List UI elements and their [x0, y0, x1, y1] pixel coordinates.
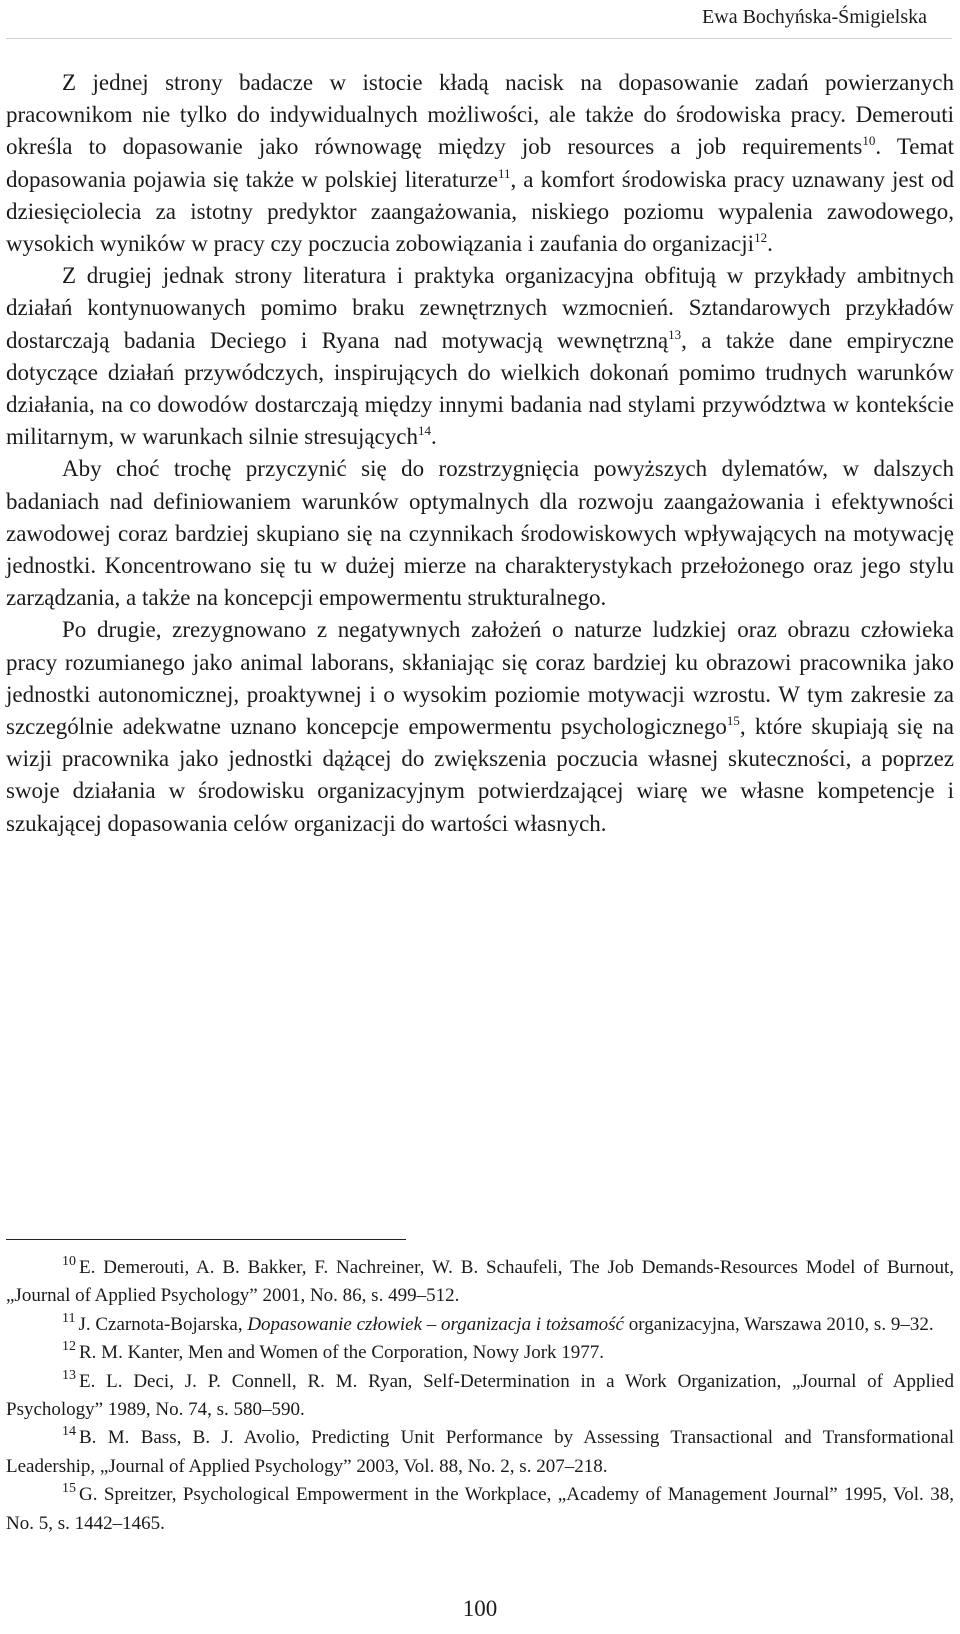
paragraph-1 [6, 67, 954, 260]
paragraph-text: . [430, 424, 437, 450]
footnote-ref[interactable]: 14 [417, 423, 431, 439]
footnote-number: 12 [62, 1339, 76, 1355]
header-rule [6, 38, 952, 39]
paragraph-3 [6, 453, 954, 614]
footnote-ref[interactable]: 11 [497, 165, 511, 181]
footnote-text: B. M. Bass, B. J. Avolio, Predicting Unit Performance by Assessing Transactional and Transformational Leadership, „Journal of Applied Psychology” 2003, Vol. 88, No. 2, s. 207–218. [6, 1427, 954, 1477]
footnote-14 [6, 1424, 954, 1481]
footnote-text: G. Spreitzer, Psychological Empowerment in the Workplace, „Academy of Management Journal” 1995, Vol. 38, No. 5, s. 1442–1465. [6, 1484, 954, 1534]
running-header [0, 4, 960, 38]
paragraph-text: , a także dane empiryczne dotyczące działań przywódczych, inspirujących do wielkich dokonań pomimo trudnych warunków działania, na co dowodów dostarczają między innymi badania nad stylami przywództwa w kontekście militarnym, w warunkach silnie stresujących [6, 327, 954, 450]
paragraph-text: , które skupiają się na wizji pracownika jako jednostki dążącej do zwiększenia poczucia własnej skuteczności, a poprzez swoje działania w środowisku organizacyjnym potwierdzającej wiarę we własne kompetencje i szukającej dopasowania celów organizacji do wartości własnych. [6, 714, 954, 836]
footnote-number: 14 [62, 1424, 76, 1440]
footnote-12 [6, 1339, 954, 1367]
body-text [6, 67, 954, 840]
paragraph-text: Z jednej strony badacze w istocie kładą nacisk na dopasowanie zadań powierzanych pracownikom nie tylko do indywidualnych możliwości, ale także do środowiska pracy. Demerouti określa to dopasowanie jako równowagę między job resources a job requirements [6, 70, 954, 160]
footnote-text: E. L. Deci, J. P. Connell, R. M. Ryan, Self-Determination in a Work Organization, „Journal of Applied Psychology” 1989, No. 74, s. 580–590. [6, 1370, 954, 1421]
paragraph-text: Z drugiej jednak strony literatura i praktyka organizacyjna obfitują w przykłady ambitnych działań kontynuowanych pomimo braku zewnętrznych wzmocnień. Sztandarowych przykładów dostarczają badania Deciego i Ryana nad motywacją wewnętrzną [6, 263, 954, 353]
paragraph-text: . Temat dopasowania pojawia się także w polskiej literaturze [6, 134, 954, 192]
page-number: 100 [462, 1596, 498, 1621]
paragraph-text: Po drugie, zrezygnowano z negatywnych założeń o naturze ludzkiej oraz obrazu człowieka pracy rozumianego jako animal laborans, skłaniając się coraz bardziej ku obrazowi pracownika jako jednostki autonomicznej, proaktywnej i o wysokim poziomie motywacji wzrostu. W tym zakresie za szczególnie adekwatne uznano koncepcje empowermentu psychologicznego [6, 617, 954, 740]
footnote-ref[interactable]: 12 [754, 230, 768, 246]
footnote-ref[interactable]: 10 [862, 133, 876, 149]
footnote-10 [6, 1254, 954, 1311]
footnote-text: J. Czarnota-Bojarska, [78, 1313, 248, 1335]
paragraph-text: , a komfort środowiska pracy uznawany jest od dziesięciolecia za istotny predyktor zaangażowania, niskiego poziomu wypalenia zawodowego, wysokich wyników w pracy czy poczucia zobowiązania i zaufania do organizacji [6, 166, 954, 257]
footnote-11 [6, 1311, 954, 1339]
footnote-number: 11 [62, 1310, 76, 1326]
footnote-number: 15 [62, 1481, 76, 1497]
paragraph-text: . [767, 231, 773, 257]
footnotes [6, 1254, 954, 1538]
footnote-text: E. Demerouti, A. B. Bakker, F. Nachreiner, W. B. Schaufeli, The Job Demands-Resources Model of Burnout, „Journal of Applied Psychology” 2001, No. 86, s. 499–512. [6, 1257, 954, 1307]
footnote-ref[interactable]: 15 [726, 713, 740, 729]
footnote-separator [6, 1239, 406, 1240]
footnote-text: R. M. Kanter, Men and Women of the Corporation, Nowy Jork 1977. [79, 1342, 605, 1364]
paragraph-4 [6, 614, 954, 839]
footnote-text: organizacyjna, Warszawa 2010, s. 9–32. [623, 1313, 934, 1335]
footnote-13 [6, 1368, 954, 1425]
footnote-number: 13 [62, 1367, 76, 1383]
footnote-ref[interactable]: 13 [668, 326, 682, 342]
paragraph-2 [6, 260, 954, 453]
paragraph-text: Aby choć trochę przyczynić się do rozstrzygnięcia powyższych dylematów, w dalszych badaniach nad definiowaniem warunków optymalnych dla rozwoju zaangażowania i efektywności zawodowej coraz bardziej skupiano się na czynnikach środowiskowych wpływających na motywację jednostki. Koncentrowano się tu w dużej mierze na charakterystykach przełożonego oraz jego stylu zarządzania, a także na koncepcji empowermentu strukturalnego. [6, 456, 954, 611]
header-author: Ewa Bochyńska-Śmigielska [702, 6, 927, 28]
footnote-title-italic: Dopasowanie człowiek – organizacja i tożsamość [247, 1313, 624, 1335]
footnote-15 [6, 1481, 954, 1538]
footnote-number: 10 [62, 1254, 76, 1269]
